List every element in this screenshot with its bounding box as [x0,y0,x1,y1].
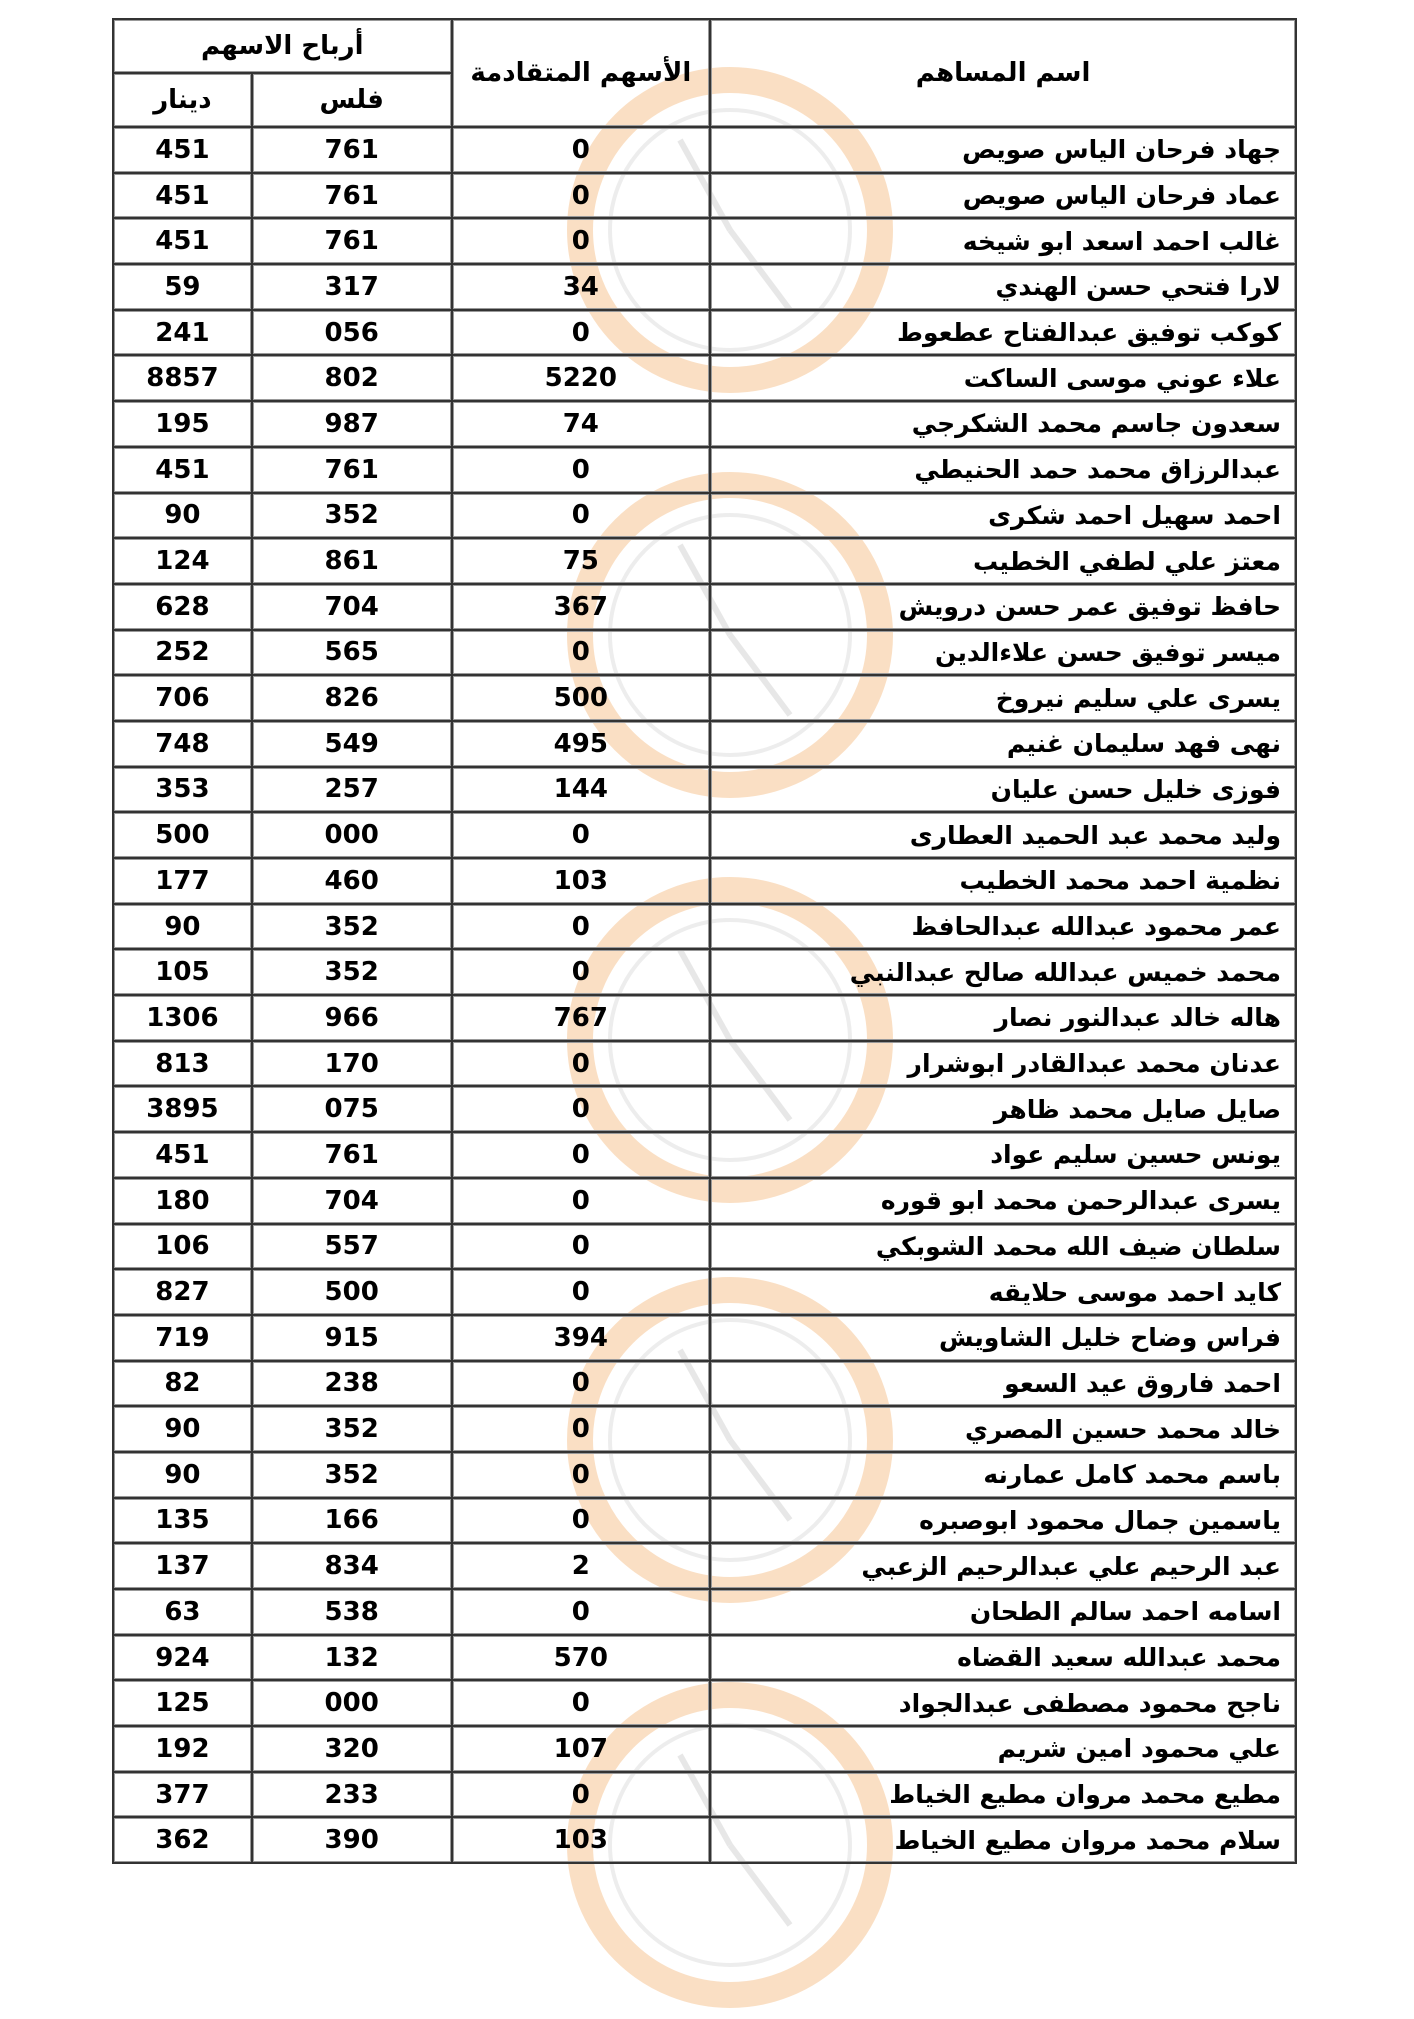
dividend-fils-cell: 233 [252,1772,452,1818]
table-row [113,1498,1296,1544]
shareholder-name-cell: باسم محمد كامل عمارنه [710,1452,1296,1498]
accumulated-shares-cell: 0 [452,1498,711,1544]
dividend-dinar-cell: 125 [113,1680,252,1726]
shareholder-name-cell: علي محمود امين شريم [710,1726,1296,1772]
accumulated-shares-cell: 0 [452,1680,711,1726]
dividend-dinar-cell: 8857 [113,355,252,401]
accumulated-shares-cell: 0 [452,1041,711,1087]
accumulated-shares-cell: 500 [452,675,711,721]
dividend-fils-cell: 075 [252,1086,452,1132]
shareholder-name-cell: حافظ توفيق عمر حسن درويش [710,584,1296,630]
table-row [113,127,1296,173]
table-row [113,310,1296,356]
accumulated-shares-cell: 34 [452,264,711,310]
dividend-dinar-cell: 827 [113,1269,252,1315]
table-row [113,721,1296,767]
accumulated-shares-cell: 103 [452,858,711,904]
dividend-dinar-cell: 59 [113,264,252,310]
dividend-fils-cell: 352 [252,904,452,950]
header-accumulated-shares: الأسهم المتقادمة [452,19,711,127]
dividend-dinar-cell: 451 [113,127,252,173]
table-row [113,1726,1296,1772]
accumulated-shares-cell: 0 [452,127,711,173]
shareholder-name-cell: غالب احمد اسعد ابو شيخه [710,218,1296,264]
dividend-fils-cell: 320 [252,1726,452,1772]
accumulated-shares-cell: 5220 [452,355,711,401]
dividend-fils-cell: 861 [252,538,452,584]
dividend-fils-cell: 834 [252,1543,452,1589]
dividend-dinar-cell: 195 [113,401,252,447]
dividend-dinar-cell: 451 [113,218,252,264]
shareholder-name-cell: كوكب توفيق عبدالفتاح عطعوط [710,310,1296,356]
dividend-fils-cell: 987 [252,401,452,447]
dividend-fils-cell: 238 [252,1361,452,1407]
shareholder-name-cell: احمد سهيل احمد شكرى [710,493,1296,539]
dividend-dinar-cell: 1306 [113,995,252,1041]
header-dividends: أرباح الاسهم [113,19,452,73]
dividend-dinar-cell: 63 [113,1589,252,1635]
accumulated-shares-cell: 74 [452,401,711,447]
accumulated-shares-cell: 107 [452,1726,711,1772]
dividend-dinar-cell: 451 [113,447,252,493]
dividend-fils-cell: 966 [252,995,452,1041]
shareholder-name-cell: سلام محمد مروان مطيع الخياط [710,1817,1296,1863]
dividend-dinar-cell: 362 [113,1817,252,1863]
accumulated-shares-cell: 144 [452,767,711,813]
accumulated-shares-cell: 0 [452,1224,711,1270]
shareholder-name-cell: محمد عبدالله سعيد القضاه [710,1635,1296,1681]
shareholder-name-cell: محمد خميس عبدالله صالح عبدالنبي [710,949,1296,995]
dividend-fils-cell: 056 [252,310,452,356]
dividend-dinar-cell: 90 [113,904,252,950]
accumulated-shares-cell: 767 [452,995,711,1041]
shareholder-name-cell: فوزى خليل حسن عليان [710,767,1296,813]
dividend-dinar-cell: 241 [113,310,252,356]
dividend-fils-cell: 352 [252,493,452,539]
accumulated-shares-cell: 0 [452,1406,711,1452]
shareholder-name-cell: يونس حسين سليم عواد [710,1132,1296,1178]
table-row [113,1178,1296,1224]
accumulated-shares-cell: 0 [452,1132,711,1178]
table-row [113,1589,1296,1635]
shareholder-name-cell: عبد الرحيم علي عبدالرحيم الزعبي [710,1543,1296,1589]
shareholder-name-cell: نظمية احمد محمد الخطيب [710,858,1296,904]
accumulated-shares-cell: 0 [452,1269,711,1315]
table-row [113,1269,1296,1315]
table-row [113,1680,1296,1726]
dividend-dinar-cell: 90 [113,1406,252,1452]
table-row [113,173,1296,219]
dividend-fils-cell: 460 [252,858,452,904]
header-fils: فلس [252,73,452,127]
accumulated-shares-cell: 0 [452,1361,711,1407]
shareholder-name-cell: صايل صايل محمد ظاهر [710,1086,1296,1132]
accumulated-shares-cell: 0 [452,1178,711,1224]
table-row [113,584,1296,630]
dividend-dinar-cell: 105 [113,949,252,995]
dividend-fils-cell: 352 [252,1452,452,1498]
dividend-dinar-cell: 137 [113,1543,252,1589]
dividend-fils-cell: 915 [252,1315,452,1361]
table-row [113,1772,1296,1818]
accumulated-shares-cell: 0 [452,1452,711,1498]
dividend-dinar-cell: 106 [113,1224,252,1270]
accumulated-shares-cell: 0 [452,1589,711,1635]
accumulated-shares-cell: 570 [452,1635,711,1681]
dividend-fils-cell: 826 [252,675,452,721]
shareholders-table [112,18,1297,1864]
shareholder-name-cell: ياسمين جمال محمود ابوصبره [710,1498,1296,1544]
table-row [113,630,1296,676]
shareholder-name-cell: ناجح محمود مصطفى عبدالجواد [710,1680,1296,1726]
dividend-dinar-cell: 628 [113,584,252,630]
shareholder-name-cell: فراس وضاح خليل الشاويش [710,1315,1296,1361]
accumulated-shares-cell: 0 [452,1086,711,1132]
shareholder-name-cell: عدنان محمد عبدالقادر ابوشرار [710,1041,1296,1087]
table-row [113,493,1296,539]
dividend-dinar-cell: 252 [113,630,252,676]
table-row [113,218,1296,264]
accumulated-shares-cell: 367 [452,584,711,630]
table-row [113,1041,1296,1087]
dividend-dinar-cell: 500 [113,812,252,858]
shareholder-name-cell: اسامه احمد سالم الطحان [710,1589,1296,1635]
shareholder-name-cell: جهاد فرحان الياس صويص [710,127,1296,173]
dividend-dinar-cell: 177 [113,858,252,904]
dividend-fils-cell: 802 [252,355,452,401]
shareholder-name-cell: معتز علي لطفي الخطيب [710,538,1296,584]
accumulated-shares-cell: 2 [452,1543,711,1589]
dividend-dinar-cell: 377 [113,1772,252,1818]
dividend-fils-cell: 565 [252,630,452,676]
dividend-dinar-cell: 813 [113,1041,252,1087]
dividend-fils-cell: 761 [252,218,452,264]
table-row [113,1361,1296,1407]
dividend-fils-cell: 317 [252,264,452,310]
shareholder-name-cell: نهى فهد سليمان غنيم [710,721,1296,767]
table-row [113,1543,1296,1589]
shareholder-name-cell: احمد فاروق عيد السعو [710,1361,1296,1407]
accumulated-shares-cell: 0 [452,1772,711,1818]
shareholder-name-cell: عمر محمود عبدالله عبدالحافظ [710,904,1296,950]
dividend-fils-cell: 704 [252,1178,452,1224]
dividend-fils-cell: 166 [252,1498,452,1544]
shareholder-name-cell: مطيع محمد مروان مطيع الخياط [710,1772,1296,1818]
shareholder-name-cell: هاله خالد عبدالنور نصار [710,995,1296,1041]
accumulated-shares-cell: 495 [452,721,711,767]
dividend-fils-cell: 000 [252,812,452,858]
header-shareholder-name: اسم المساهم [710,19,1296,127]
accumulated-shares-cell: 394 [452,1315,711,1361]
table-row [113,675,1296,721]
accumulated-shares-cell: 0 [452,310,711,356]
shareholder-name-cell: وليد محمد عبد الحميد العطارى [710,812,1296,858]
dividend-dinar-cell: 353 [113,767,252,813]
dividend-fils-cell: 761 [252,1132,452,1178]
shareholder-name-cell: سلطان ضيف الله محمد الشوبكي [710,1224,1296,1270]
dividend-fils-cell: 500 [252,1269,452,1315]
dividend-dinar-cell: 90 [113,1452,252,1498]
dividend-fils-cell: 352 [252,1406,452,1452]
dividend-fils-cell: 538 [252,1589,452,1635]
dividend-dinar-cell: 451 [113,173,252,219]
table-row [113,904,1296,950]
accumulated-shares-cell: 0 [452,812,711,858]
table-row [113,767,1296,813]
shareholder-name-cell: لارا فتحي حسن الهندي [710,264,1296,310]
table-row [113,1635,1296,1681]
table-row [113,1406,1296,1452]
dividend-fils-cell: 549 [252,721,452,767]
dividend-fils-cell: 352 [252,949,452,995]
accumulated-shares-cell: 0 [452,218,711,264]
table-row [113,1132,1296,1178]
dividend-dinar-cell: 124 [113,538,252,584]
table-row [113,355,1296,401]
shareholder-name-cell: خالد محمد حسين المصري [710,1406,1296,1452]
accumulated-shares-cell: 0 [452,904,711,950]
accumulated-shares-cell: 0 [452,447,711,493]
table-row [113,447,1296,493]
table-row [113,858,1296,904]
dividend-dinar-cell: 135 [113,1498,252,1544]
dividend-dinar-cell: 719 [113,1315,252,1361]
shareholder-name-cell: يسرى عبدالرحمن محمد ابو قوره [710,1178,1296,1224]
accumulated-shares-cell: 75 [452,538,711,584]
table-row [113,812,1296,858]
shareholder-name-cell: عماد فرحان الياس صويص [710,173,1296,219]
dividend-dinar-cell: 748 [113,721,252,767]
accumulated-shares-cell: 0 [452,949,711,995]
dividend-dinar-cell: 82 [113,1361,252,1407]
shareholder-name-cell: سعدون جاسم محمد الشكرجي [710,401,1296,447]
dividend-fils-cell: 390 [252,1817,452,1863]
shareholder-name-cell: عبدالرزاق محمد حمد الحنيطي [710,447,1296,493]
table-row [113,401,1296,447]
table-row [113,1315,1296,1361]
dividend-dinar-cell: 3895 [113,1086,252,1132]
table-row [113,1086,1296,1132]
dividend-dinar-cell: 90 [113,493,252,539]
dividend-dinar-cell: 924 [113,1635,252,1681]
dividend-dinar-cell: 192 [113,1726,252,1772]
shareholder-name-cell: علاء عوني موسى الساكت [710,355,1296,401]
dividend-fils-cell: 761 [252,447,452,493]
table-row [113,949,1296,995]
accumulated-shares-cell: 103 [452,1817,711,1863]
dividend-fils-cell: 761 [252,173,452,219]
dividend-fils-cell: 132 [252,1635,452,1681]
dividend-dinar-cell: 706 [113,675,252,721]
dividend-fils-cell: 170 [252,1041,452,1087]
table-row [113,1817,1296,1863]
table-row [113,995,1296,1041]
shareholder-name-cell: يسرى علي سليم نيروخ [710,675,1296,721]
table-row [113,264,1296,310]
table-row [113,538,1296,584]
dividend-dinar-cell: 451 [113,1132,252,1178]
accumulated-shares-cell: 0 [452,173,711,219]
header-dinar: دينار [113,73,252,127]
table-row [113,1452,1296,1498]
dividend-fils-cell: 704 [252,584,452,630]
dividend-fils-cell: 000 [252,1680,452,1726]
accumulated-shares-cell: 0 [452,630,711,676]
dividend-dinar-cell: 180 [113,1178,252,1224]
dividend-fils-cell: 761 [252,127,452,173]
dividend-fils-cell: 557 [252,1224,452,1270]
dividend-fils-cell: 257 [252,767,452,813]
shareholder-name-cell: ميسر توفيق حسن علاءالدين [710,630,1296,676]
shareholder-name-cell: كايد احمد موسى حلايقه [710,1269,1296,1315]
accumulated-shares-cell: 0 [452,493,711,539]
table-row [113,1224,1296,1270]
